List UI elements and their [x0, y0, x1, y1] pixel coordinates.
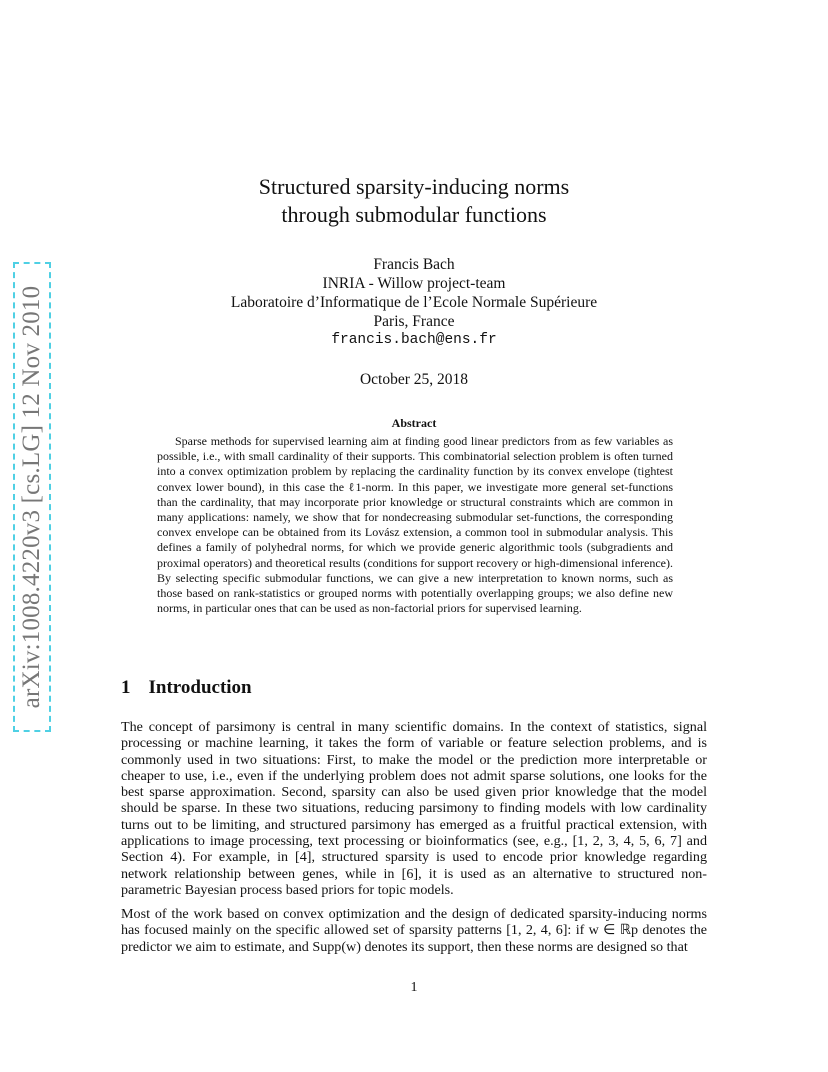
author-block	[0, 255, 828, 350]
section-title: Introduction	[148, 677, 252, 698]
intro-paragraph-2: Most of the work based on convex optimization and the design of dedicated sparsity-inducing norms has focused mainly on the specific allowed set of sparsity patterns [1, 2, 4, 6]: if w ∈ ℝp denotes the predictor we aim to estimate, and Supp(w) denotes its support, then these norms are designed so that	[121, 906, 707, 955]
author-name: Francis Bach	[373, 256, 455, 273]
paper-title	[0, 173, 828, 229]
title-line-1: Structured sparsity-inducing norms	[258, 174, 570, 199]
abstract-heading: Abstract	[391, 416, 437, 430]
author-email[interactable]: francis.bach@ens.fr	[331, 332, 497, 348]
author-team: INRIA - Willow project-team	[322, 275, 506, 292]
author-lab: Laboratoire d’Informatique de l’Ecole Normale Supérieure	[230, 294, 598, 311]
author-city: Paris, France	[373, 313, 455, 330]
arxiv-stamp-text: arXiv:1008.4220v3 [cs.LG] 12 Nov 2010	[18, 285, 45, 709]
abstract-text: Sparse methods for supervised learning aim at finding good linear predictors from as few variables as possible, i.e., with small cardinality of their supports. This combinatorial selection problem is often turned into a convex optimization problem by replacing the cardinality function by its convex envelope (tightest convex lower bound), in this case the ℓ1-norm. In this paper, we investigate more general set-functions than the cardinality, that may incorporate prior knowledge or structural constraints which are common in many applications: namely, we show that for nondecreasing submodular set-functions, the corresponding convex envelope can be obtained from its Lovász extension, a common tool in submodular analysis. This defines a family of polyhedral norms, for which we provide generic algorithmic tools (subgradients and proximal operators) and theoretical results (conditions for support recovery or high-dimensional inference). By selecting specific submodular functions, we can give a new interpretation to known norms, such as those based on rank-statistics or grouped norms with potentially overlapping groups; we also define new norms, in particular ones that can be used as non-factorial priors for supervised learning.	[157, 434, 673, 616]
page-number: 1	[410, 980, 418, 995]
section-number: 1	[121, 677, 131, 698]
section-heading	[121, 677, 252, 699]
paper-date: October 25, 2018	[359, 371, 469, 388]
title-line-2: through submodular functions	[281, 202, 547, 227]
intro-paragraph-1: The concept of parsimony is central in many scientific domains. In the context of statistics, signal processing or machine learning, it takes the form of variable or feature selection problems, and is commonly used in two situations: First, to make the model or the prediction more interpretable or cheaper to use, i.e., even if the underlying problem does not admit sparse solutions, one looks for the best sparse approximation. Second, sparsity can also be used given prior knowledge that the model should be sparse. In these two situations, reducing parsimony to finding models with low cardinality turns out to be limiting, and structured parsimony has emerged as a fruitful practical extension, with applications to image processing, text processing or bioinformatics (see, e.g., [1, 2, 3, 4, 5, 6, 7] and Section 4). For example, in [4], structured sparsity is used to encode prior knowledge regarding network relationship between genes, while in [6], it is used as an alternative to structured non-parametric Bayesian process based priors for topic models.	[121, 719, 707, 898]
